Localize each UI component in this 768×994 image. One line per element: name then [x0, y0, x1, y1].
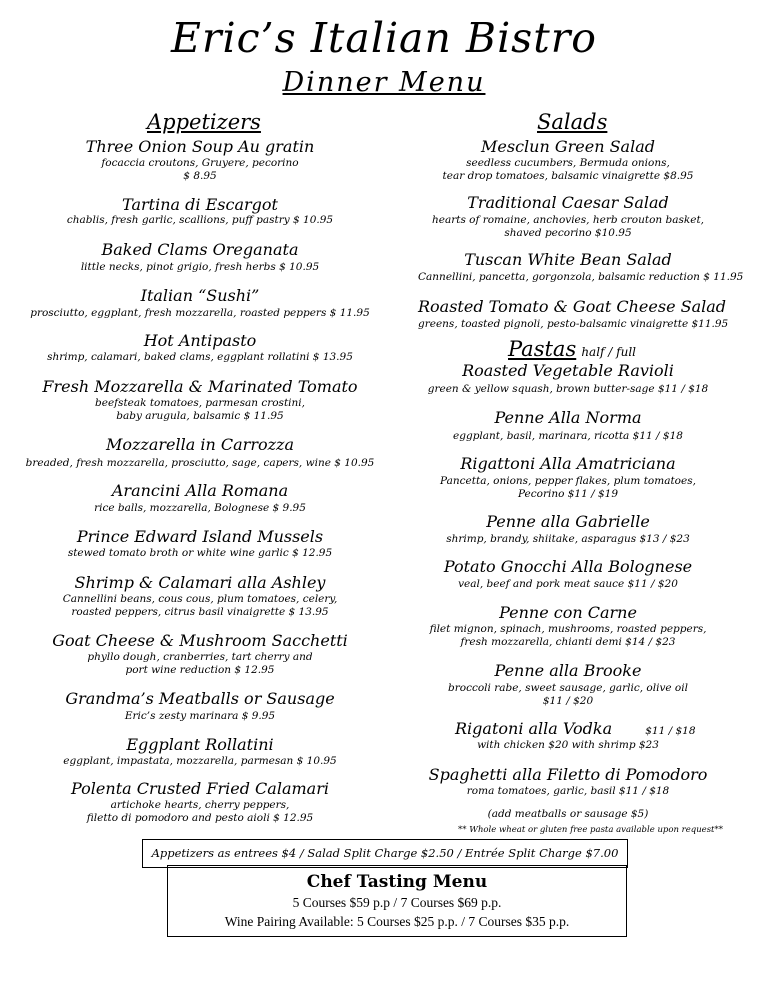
- split-charges-box: Appetizers as entrees $4 / Salad Split Charge $2.50 / Entrée Split Charge $7.00: [142, 839, 628, 868]
- appetizer-name: Arancini Alla Romana: [111, 481, 289, 500]
- pasta-desc: roma tomatoes, garlic, basil $11 / $18: [466, 785, 670, 797]
- pasta-desc: eggplant, basil, marinara, ricotta $11 / $18: [453, 430, 683, 442]
- salad-desc: seedless cucumbers, Bermuda onions,: [466, 157, 670, 169]
- pastas-subheading: half / full: [581, 345, 637, 359]
- appetizer-name: Italian “Sushi”: [140, 286, 260, 305]
- restaurant-name: Eric’s Italian Bistro: [171, 14, 597, 62]
- pasta-footnote: ** Whole wheat or gluten free pasta available upon request**: [458, 825, 723, 835]
- menu-title: Dinner Menu: [282, 67, 486, 98]
- pasta-desc: filet mignon, spinach, mushrooms, roasted peppers,: [429, 623, 707, 635]
- chef-tasting-box: [167, 865, 627, 937]
- salad-desc: Cannellini, pancetta, gorgonzola, balsamic reduction $ 11.95: [418, 271, 744, 283]
- pasta-name: Penne Alla Norma: [494, 408, 642, 427]
- pasta-desc: broccoli rabe, sweet sausage, garlic, olive oil: [448, 682, 688, 694]
- appetizer-desc: artichoke hearts, cherry peppers,: [110, 799, 290, 811]
- pastas-header: [508, 337, 636, 361]
- pasta-name: Penne alla Brooke: [494, 661, 642, 680]
- salads-heading: Salads: [537, 110, 608, 134]
- pastas-heading: Pastas: [508, 337, 577, 361]
- pasta-name: Rigattoni Alla Amatriciana: [460, 454, 676, 473]
- appetizer-desc: chablis, fresh garlic, scallions, puff pastry $ 10.95: [66, 214, 334, 226]
- pasta-price: Pecorino $11 / $19: [517, 488, 619, 500]
- appetizer-price: filetto di pomodoro and pesto aioli $ 12.95: [86, 812, 314, 824]
- appetizer-desc: eggplant, impastata, mozzarella, parmesan $ 10.95: [63, 755, 337, 767]
- chef-tasting-courses: 5 Courses $59 p.p / 7 Courses $69 p.p.: [292, 895, 502, 910]
- pasta-price: fresh mozzarella, chianti demi $14 / $23: [460, 636, 676, 648]
- pasta-addon: (add meatballs or sausage $5): [487, 808, 649, 820]
- salad-name: Mesclun Green Salad: [481, 137, 655, 156]
- appetizer-name: Prince Edward Island Mussels: [76, 527, 324, 546]
- appetizer-name: Three Onion Soup Au gratin: [85, 137, 315, 156]
- appetizer-desc: shrimp, calamari, baked clams, eggplant rollatini $ 13.95: [47, 351, 353, 363]
- appetizer-desc: Eric’s zesty marinara $ 9.95: [124, 710, 276, 722]
- pasta-name: Rigatoni alla Vodka: [455, 719, 613, 738]
- salad-desc: hearts of romaine, anchovies, herb crouton basket,: [431, 214, 705, 226]
- appetizer-price: port wine reduction $ 12.95: [125, 664, 275, 676]
- salad-desc: greens, toasted pignoli, pesto-balsamic vinaigrette $11.95: [418, 318, 729, 330]
- pasta-desc: Pancetta, onions, pepper flakes, plum tomatoes,: [440, 475, 696, 487]
- appetizer-desc: Cannellini beans, cous cous, plum tomatoes, celery,: [62, 593, 338, 605]
- appetizer-name: Baked Clams Oreganata: [101, 240, 299, 259]
- pasta-price: $11 / $20: [542, 695, 594, 707]
- pasta-name-price: $11 / $18: [645, 725, 696, 737]
- appetizer-desc: rice balls, mozzarella, Bolognese $ 9.95: [94, 502, 306, 514]
- appetizers-heading: Appetizers: [147, 110, 261, 134]
- pasta-desc: with chicken $20 with shrimp $23: [477, 739, 659, 751]
- appetizer-name: Polenta Crusted Fried Calamari: [71, 779, 329, 798]
- chef-tasting-wine: Wine Pairing Available: 5 Courses $25 p.p. / 7 Courses $35 p.p.: [224, 914, 570, 929]
- chef-tasting-title: Chef Tasting Menu: [306, 872, 488, 892]
- appetizer-name: Shrimp & Calamari alla Ashley: [74, 573, 326, 592]
- appetizer-price: $ 8.95: [183, 170, 217, 182]
- pasta-name: Potato Gnocchi Alla Bolognese: [443, 557, 693, 576]
- pasta-desc: green & yellow squash, brown butter-sage $11 / $18: [427, 383, 709, 395]
- appetizer-desc: little necks, pinot grigio, fresh herbs $ 10.95: [80, 261, 320, 273]
- appetizer-name: Goat Cheese & Mushroom Sacchetti: [52, 631, 348, 650]
- appetizer-name: Mozzarella in Carrozza: [105, 435, 294, 454]
- appetizer-name: Grandma’s Meatballs or Sausage: [65, 689, 335, 708]
- appetizer-desc: prosciutto, eggplant, fresh mozzarella, roasted peppers $ 11.95: [30, 307, 370, 319]
- salad-price: shaved pecorino $10.95: [504, 227, 632, 239]
- pasta-name: Roasted Vegetable Ravioli: [462, 361, 674, 380]
- appetizer-desc: breaded, fresh mozzarella, prosciutto, sage, capers, wine $ 10.95: [25, 457, 375, 469]
- appetizer-desc: phyllo dough, cranberries, tart cherry and: [87, 651, 313, 663]
- pasta-desc: veal, beef and pork meat sauce $11 / $20: [458, 578, 678, 590]
- pasta-name: Spaghetti alla Filetto di Pomodoro: [428, 765, 708, 784]
- pasta-name: Penne con Carne: [499, 603, 637, 622]
- appetizer-desc: stewed tomato broth or white wine garlic $ 12.95: [67, 547, 333, 559]
- appetizer-name: Fresh Mozzarella & Marinated Tomato: [42, 377, 358, 396]
- salad-name: Tuscan White Bean Salad: [464, 250, 672, 269]
- appetizer-name: Tartina di Escargot: [122, 195, 278, 214]
- appetizer-price: roasted peppers, citrus basil vinaigrette $ 13.95: [71, 606, 329, 618]
- pasta-desc: shrimp, brandy, shiitake, asparagus $13 / $23: [446, 533, 690, 545]
- salad-name: Roasted Tomato & Goat Cheese Salad: [418, 297, 727, 316]
- pasta-name: Penne alla Gabrielle: [486, 512, 650, 531]
- salad-name: Traditional Caesar Salad: [467, 193, 669, 212]
- appetizer-desc: focaccia croutons, Gruyere, pecorino: [101, 157, 299, 169]
- appetizer-desc: beefsteak tomatoes, parmesan crostini,: [95, 397, 305, 409]
- pasta-vodka-row: [455, 719, 696, 738]
- appetizer-name: Hot Antipasto: [143, 331, 257, 350]
- salad-price: tear drop tomatoes, balsamic vinaigrette $8.95: [442, 170, 694, 182]
- appetizer-name: Eggplant Rollatini: [126, 735, 274, 754]
- appetizer-price: baby arugula, balsamic $ 11.95: [116, 410, 284, 422]
